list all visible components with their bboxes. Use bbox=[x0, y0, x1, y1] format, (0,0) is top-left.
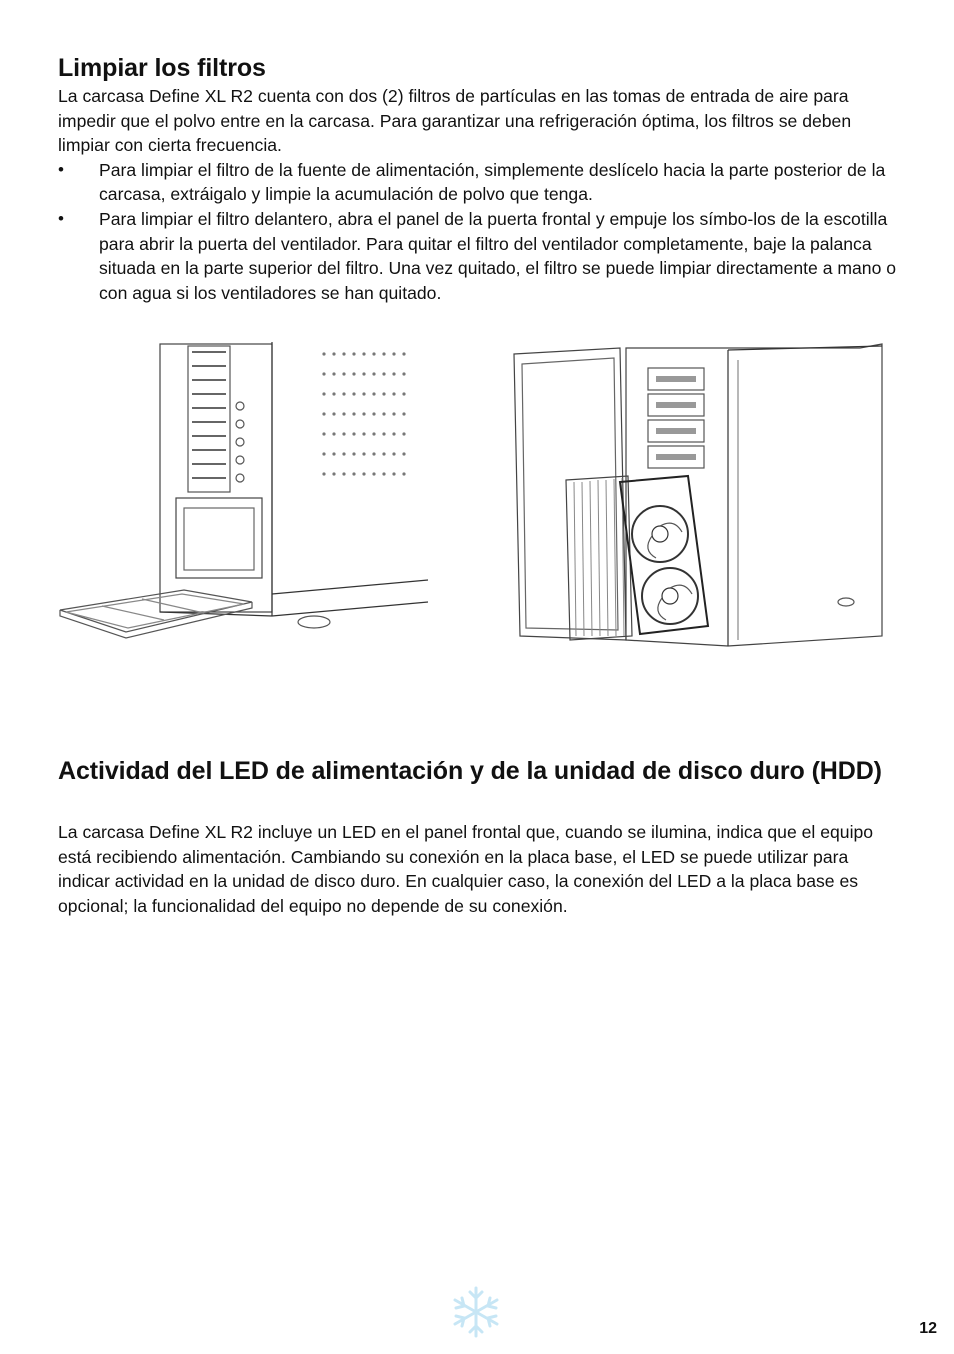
section-title-led: Actividad del LED de alimentación y de la unidad de disco duro (HDD) bbox=[58, 757, 882, 785]
bullet-list bbox=[58, 158, 903, 306]
psu-filter-illustration bbox=[56, 340, 432, 682]
front-filter-illustration bbox=[510, 340, 906, 650]
list-item bbox=[58, 207, 903, 305]
bullet-text: Para limpiar el filtro delantero, abra el panel de la puerta frontal y empuje los símbo-los de la escotilla para abrir la puerta del ventilador. Para quitar el filtro del ventilador completamente, baje la palanca situada en la parte superior del filtro. Una vez quitado, el filtro se puede limpiar directamente a mano o con agua si los ventiladores se han quitado. bbox=[99, 208, 897, 303]
page-number: 12 bbox=[919, 1320, 937, 1337]
section-body-led: La carcasa Define XL R2 incluye un LED en el panel frontal que, cuando se ilumina, indica que el equipo está recibiendo alimentación. Cambiando su conexión en la placa base, el LED se puede utilizar para indicar actividad en la unidad de disco duro. En cualquier caso, la conexión del LED a la placa base es opcional; la funcionalidad del equipo no depende de su conexión. bbox=[58, 822, 874, 916]
section-body-filters bbox=[58, 84, 903, 305]
list-item bbox=[58, 158, 903, 207]
snowflake-icon bbox=[448, 1284, 504, 1340]
bullet-icon: • bbox=[58, 159, 64, 179]
section-title-filters: Limpiar los filtros bbox=[58, 54, 266, 82]
bullet-icon: • bbox=[58, 208, 64, 228]
intro-paragraph: La carcasa Define XL R2 cuenta con dos (2) filtros de partículas en las tomas de entrada de aire para impedir que el polvo entre en la carcasa. Para garantizar una refrigeración óptima, los filtros se deben limpiar con cierta frecuencia. bbox=[58, 86, 852, 156]
bullet-text: Para limpiar el filtro de la fuente de alimentación, simplemente deslícelo hacia la parte posterior de la carcasa, extráigalo y limpie la acumulación de polvo que tenga. bbox=[99, 159, 886, 205]
